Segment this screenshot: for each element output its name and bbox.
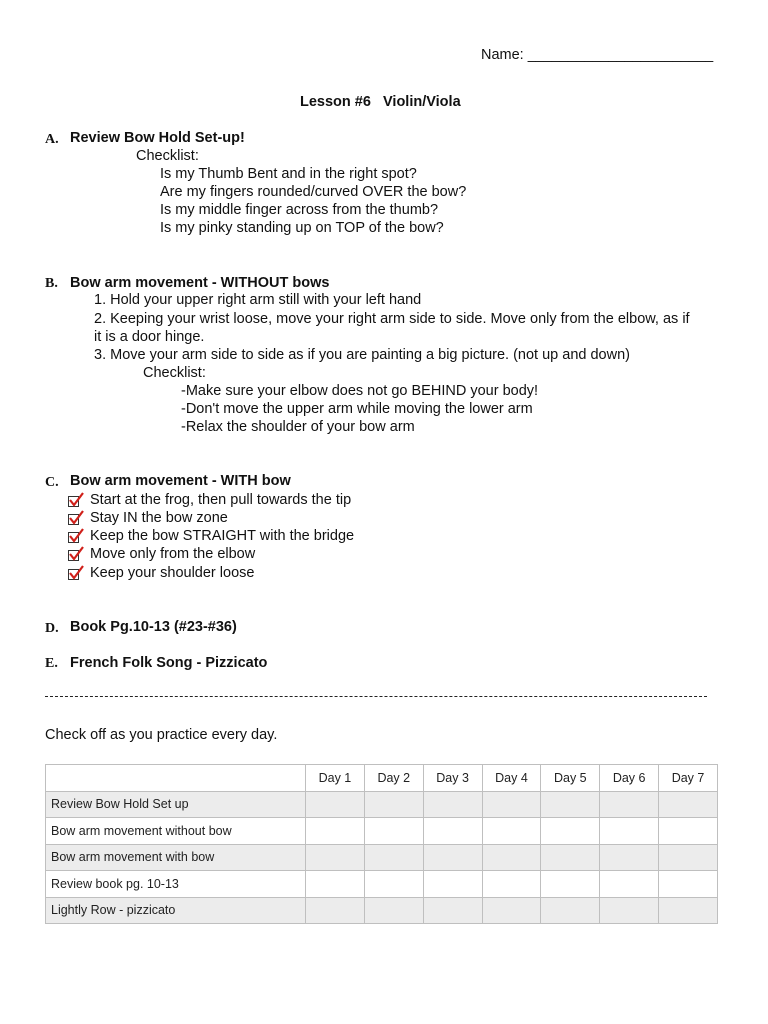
practice-table xyxy=(45,764,718,924)
check-cell[interactable] xyxy=(659,871,718,898)
check-cell[interactable] xyxy=(600,791,659,818)
check-cell[interactable] xyxy=(482,791,541,818)
section-a-item: Is my pinky standing up on TOP of the bow? xyxy=(160,220,444,236)
section-b-step: 3. Move your arm side to side as if you are painting a big picture. (not up and down) xyxy=(94,347,630,363)
check-cell[interactable] xyxy=(306,818,365,845)
checked-box-icon xyxy=(68,514,79,525)
table-header-row xyxy=(46,765,718,792)
check-cell[interactable] xyxy=(364,818,423,845)
check-cell[interactable] xyxy=(541,897,600,924)
check-cell[interactable] xyxy=(600,844,659,871)
name-field[interactable]: Name: _______________________ xyxy=(481,47,714,63)
day-header: Day 3 xyxy=(423,765,482,792)
section-b-heading: Bow arm movement - WITHOUT bows xyxy=(70,275,330,291)
day-header: Day 6 xyxy=(600,765,659,792)
section-b-checklist-item: -Make sure your elbow does not go BEHIND your body! xyxy=(181,383,539,399)
section-b-checklist-label: Checklist: xyxy=(143,365,206,381)
check-cell[interactable] xyxy=(482,871,541,898)
table-corner-cell xyxy=(46,765,306,792)
check-cell[interactable] xyxy=(306,844,365,871)
checked-box-icon xyxy=(68,569,79,580)
day-header: Day 7 xyxy=(659,765,718,792)
table-row xyxy=(46,897,718,924)
page-title: Lesson #6 Violin/Viola xyxy=(300,94,461,110)
section-a-letter: A. xyxy=(45,132,59,147)
section-d-letter: D. xyxy=(45,621,59,636)
table-row xyxy=(46,871,718,898)
check-cell[interactable] xyxy=(541,791,600,818)
checked-box-icon xyxy=(68,532,79,543)
section-a-checklist-label: Checklist: xyxy=(136,148,199,164)
section-c-item: Keep the bow STRAIGHT with the bridge xyxy=(90,528,355,544)
check-cell[interactable] xyxy=(659,897,718,924)
check-cell[interactable] xyxy=(600,818,659,845)
section-b-checklist-item: -Relax the shoulder of your bow arm xyxy=(181,419,415,435)
row-label: Review Bow Hold Set up xyxy=(46,791,306,818)
check-cell[interactable] xyxy=(423,871,482,898)
check-cell[interactable] xyxy=(541,844,600,871)
check-cell[interactable] xyxy=(659,844,718,871)
section-c-heading: Bow arm movement - WITH bow xyxy=(70,473,291,489)
section-d-heading: Book Pg.10-13 (#23-#36) xyxy=(70,619,237,635)
section-c-item: Start at the frog, then pull towards the tip xyxy=(90,492,352,508)
section-c-item: Keep your shoulder loose xyxy=(90,565,255,581)
row-label: Bow arm movement without bow xyxy=(46,818,306,845)
check-cell[interactable] xyxy=(364,897,423,924)
check-cell[interactable] xyxy=(482,897,541,924)
section-e-heading: French Folk Song - Pizzicato xyxy=(70,655,268,671)
table-row xyxy=(46,791,718,818)
dashed-divider xyxy=(45,696,707,697)
section-e-letter: E. xyxy=(45,656,58,671)
check-cell[interactable] xyxy=(306,871,365,898)
day-header: Day 5 xyxy=(541,765,600,792)
checked-box-icon xyxy=(68,550,79,561)
day-header: Day 1 xyxy=(306,765,365,792)
section-b-step: 1. Hold your upper right arm still with your left hand xyxy=(94,292,422,308)
check-cell[interactable] xyxy=(482,844,541,871)
section-b-checklist-item: -Don't move the upper arm while moving the lower arm xyxy=(181,401,533,417)
row-label: Bow arm movement with bow xyxy=(46,844,306,871)
check-cell[interactable] xyxy=(541,818,600,845)
section-a-item: Is my middle finger across from the thumb? xyxy=(160,202,439,218)
section-b-step: 2. Keeping your wrist loose, move your right arm side to side. Move only from the elbow, as if xyxy=(94,311,690,327)
check-cell[interactable] xyxy=(600,871,659,898)
check-cell[interactable] xyxy=(423,844,482,871)
check-cell[interactable] xyxy=(423,791,482,818)
section-b-letter: B. xyxy=(45,276,58,291)
check-cell[interactable] xyxy=(364,871,423,898)
check-cell[interactable] xyxy=(306,897,365,924)
section-b-step: it is a door hinge. xyxy=(94,329,205,345)
check-cell[interactable] xyxy=(659,791,718,818)
table-row xyxy=(46,844,718,871)
table-row xyxy=(46,818,718,845)
check-cell[interactable] xyxy=(423,818,482,845)
checked-box-icon xyxy=(68,496,79,507)
practice-instruction: Check off as you practice every day. xyxy=(45,727,278,743)
section-a-heading: Review Bow Hold Set-up! xyxy=(70,130,245,146)
check-cell[interactable] xyxy=(541,871,600,898)
check-cell[interactable] xyxy=(364,791,423,818)
section-a-item: Is my Thumb Bent and in the right spot? xyxy=(160,166,417,182)
check-cell[interactable] xyxy=(306,791,365,818)
check-cell[interactable] xyxy=(423,897,482,924)
section-a-item: Are my fingers rounded/curved OVER the bow? xyxy=(160,184,467,200)
check-cell[interactable] xyxy=(659,818,718,845)
check-cell[interactable] xyxy=(600,897,659,924)
day-header: Day 2 xyxy=(364,765,423,792)
row-label: Review book pg. 10-13 xyxy=(46,871,306,898)
section-c-item: Move only from the elbow xyxy=(90,546,256,562)
day-header: Day 4 xyxy=(482,765,541,792)
check-cell[interactable] xyxy=(364,844,423,871)
section-c-item: Stay IN the bow zone xyxy=(90,510,228,526)
section-c-letter: C. xyxy=(45,475,59,490)
check-cell[interactable] xyxy=(482,818,541,845)
row-label: Lightly Row - pizzicato xyxy=(46,897,306,924)
